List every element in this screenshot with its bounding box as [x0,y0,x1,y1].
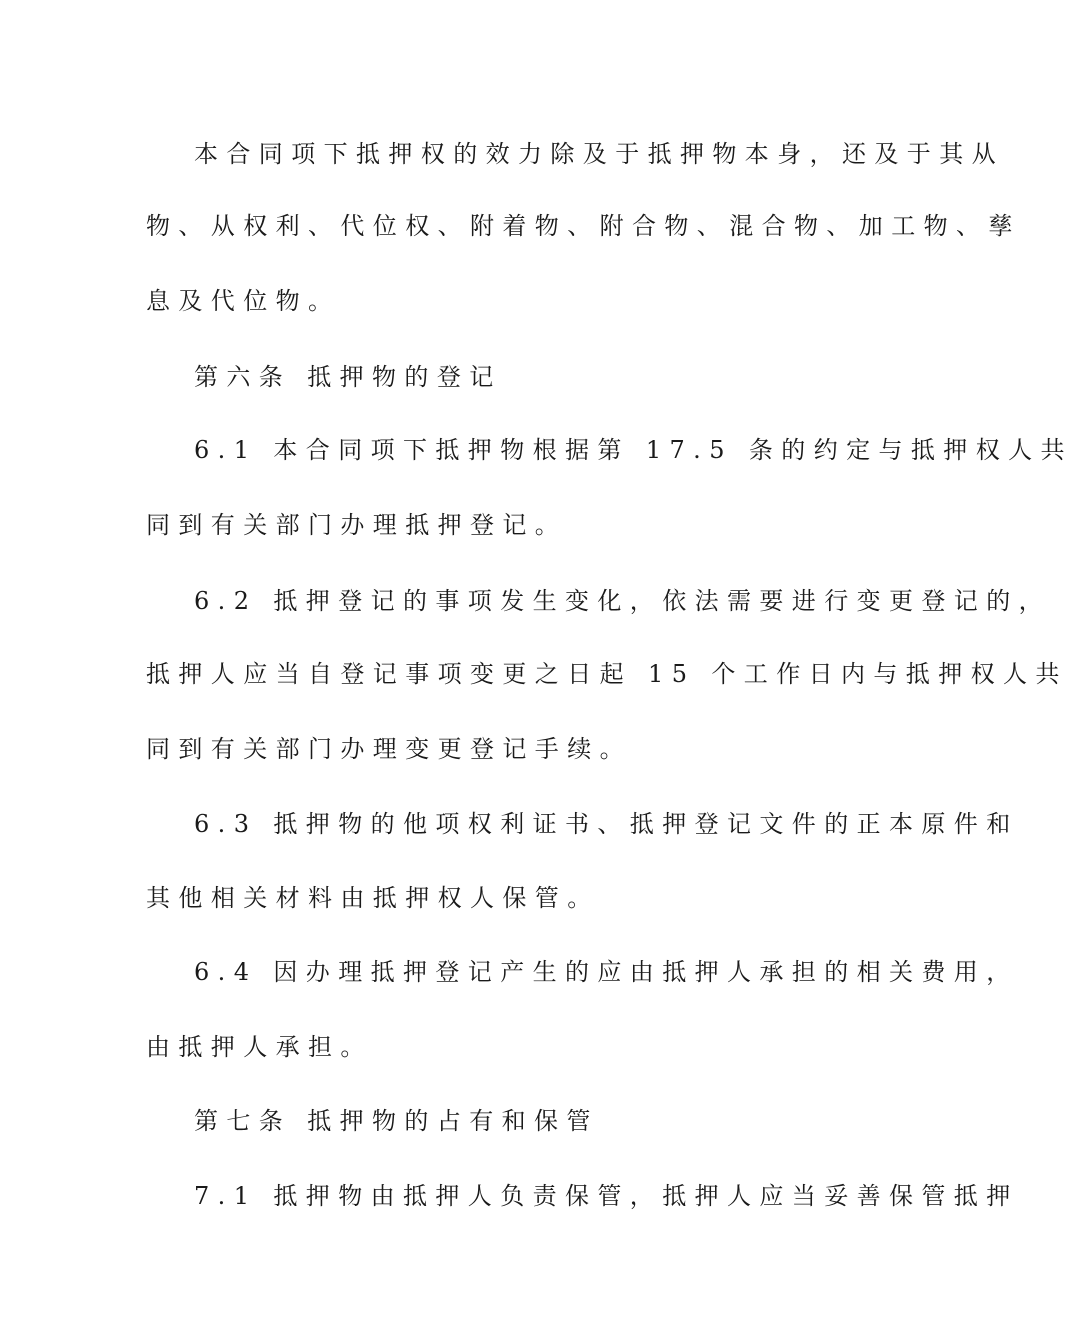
clause-6-2-line-1: 6.2 抵押登记的事项发生变化，依法需要进行变更登记的， [194,587,1051,615]
clause-6-4-line-1: 6.4 因办理抵押登记产生的应由抵押人承担的相关费用， [194,958,1019,986]
clause-6-1-line-1: 6.1 本合同项下抵押物根据第 17.5 条的约定与抵押权人共 [194,436,1073,464]
clause-6-2-line-2: 抵押人应当自登记事项变更之日起 15 个工作日内与抵押权人共 [146,660,1068,688]
article-7-heading: 第七条 抵押物的占有和保管 [194,1107,599,1135]
clause-6-3-line-1: 6.3 抵押物的他项权利证书、抵押登记文件的正本原件和 [194,810,1019,838]
paragraph-mortgage-effect-line-2: 物、从权利、代位权、附着物、附合物、混合物、加工物、孳 [146,212,1021,240]
clause-6-1-line-2: 同到有关部门办理抵押登记。 [146,511,568,539]
article-6-heading: 第六条 抵押物的登记 [194,363,502,391]
clause-7-1-line-1: 7.1 抵押物由抵押人负责保管，抵押人应当妥善保管抵押 [194,1182,1019,1210]
clause-6-2-line-3: 同到有关部门办理变更登记手续。 [146,735,632,763]
clause-6-3-line-2: 其他相关材料由抵押权人保管。 [146,884,600,912]
paragraph-mortgage-effect-line-1: 本合同项下抵押权的效力除及于抵押物本身，还及于其从 [194,140,1004,168]
paragraph-mortgage-effect-line-3: 息及代位物。 [146,287,341,315]
clause-6-4-line-2: 由抵押人承担。 [146,1033,373,1061]
